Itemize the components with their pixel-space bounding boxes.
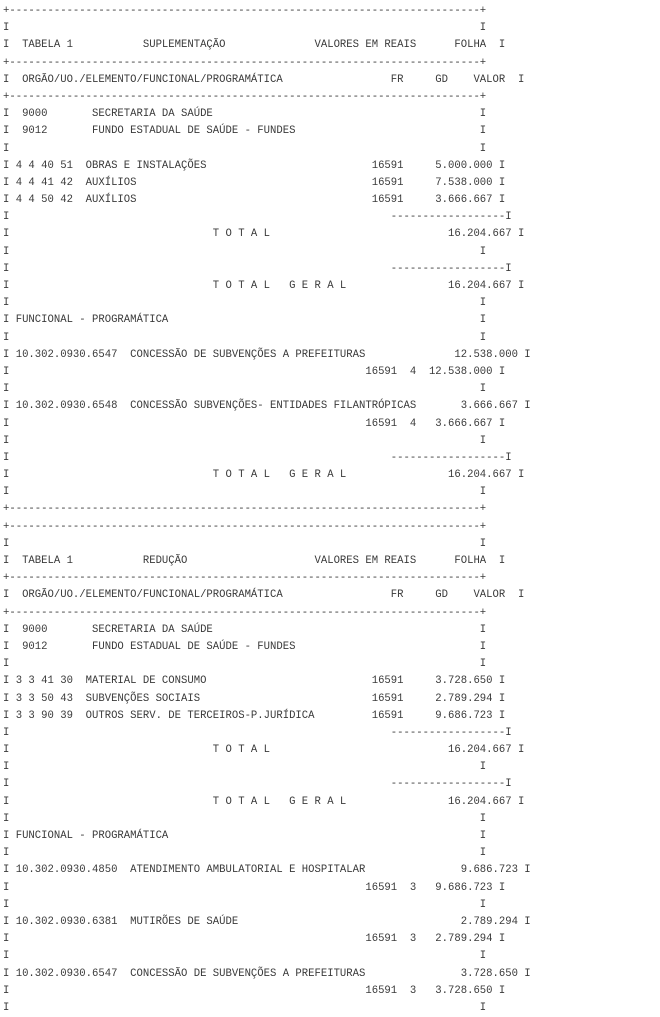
report-line: I 3 3 90 39 OUTROS SERV. DE TERCEIROS-P.JURÍDICA 16591 9.686.723 I	[3, 709, 506, 722]
report-line: I ORGÃO/UO./ELEMENTO/FUNCIONAL/PROGRAMÁTICA FR GD VALOR I	[3, 73, 525, 86]
report-line: I 4 4 50 42 AUXÍLIOS 16591 3.666.667 I	[3, 194, 506, 207]
report-line: I FUNCIONAL - PROGRAMÁTICA I	[3, 314, 487, 327]
report-line: +--------------------------------------------------------------------------+	[3, 56, 487, 69]
report-line: I 4 4 40 51 OBRAS E INSTALAÇÕES 16591 5.000.000 I	[3, 159, 506, 172]
report-line: I I	[3, 331, 487, 344]
report-line: I T O T A L G E R A L 16.204.667 I	[3, 795, 525, 808]
report-line: I I	[3, 658, 487, 671]
report-line: +--------------------------------------------------------------------------+	[3, 90, 487, 103]
report-line: I I	[3, 761, 487, 774]
report-line: I I	[3, 486, 487, 499]
report-line: I 10.302.0930.6547 CONCESSÃO DE SUBVENÇÕES A PREFEITURAS 12.538.000 I	[3, 348, 531, 361]
report-line: I 9012 FUNDO ESTADUAL DE SAÚDE - FUNDES I	[3, 640, 487, 653]
report-line: I ------------------I	[3, 778, 512, 791]
report-line: I FUNCIONAL - PROGRAMÁTICA I	[3, 830, 487, 842]
report-line: I 16591 3 9.686.723 I	[3, 881, 506, 894]
report-line: I TABELA 1 REDUÇÃO VALORES EM REAIS FOLHA I	[3, 555, 506, 567]
report-line: I I	[3, 812, 487, 825]
report-line: I I	[3, 383, 487, 396]
report-line: I 16591 3 3.728.650 I	[3, 984, 506, 997]
report-line: +--------------------------------------------------------------------------+	[3, 606, 487, 619]
report-line: I I	[3, 847, 487, 860]
report-line: I TABELA 1 SUPLEMENTAÇÃO VALORES EM REAIS FOLHA I	[3, 39, 506, 52]
report-line: I 10.302.0930.6381 MUTIRÕES DE SAÚDE 2.789.294 I	[3, 915, 531, 928]
report-line: I T O T A L G E R A L 16.204.667 I	[3, 280, 525, 292]
report-line: I ------------------I	[3, 726, 512, 739]
report-line: I I	[3, 297, 487, 310]
report-line: +--------------------------------------------------------------------------+	[3, 5, 487, 17]
report-line: I I	[3, 434, 487, 447]
report-line: I 16591 4 12.538.000 I	[3, 365, 506, 378]
report-line: +--------------------------------------------------------------------------+	[3, 572, 487, 585]
report-line: +--------------------------------------------------------------------------+	[3, 520, 487, 533]
report-line: I 9000 SECRETARIA DA SAÚDE I	[3, 623, 487, 636]
report-line: I 3 3 41 30 MATERIAL DE CONSUMO 16591 3.728.650 I	[3, 675, 506, 688]
report-line: I I	[3, 537, 487, 550]
report-line: I 10.302.0930.6547 CONCESSÃO DE SUBVENÇÕES A PREFEITURAS 3.728.650 I	[3, 967, 531, 980]
report-line: I 9000 SECRETARIA DA SAÚDE I	[3, 108, 487, 121]
report-line: I I	[3, 245, 487, 258]
report-line: I 9012 FUNDO ESTADUAL DE SAÚDE - FUNDES I	[3, 125, 487, 138]
report-line: I ------------------I	[3, 211, 512, 224]
report-line: I T O T A L 16.204.667 I	[3, 228, 525, 241]
report-line: I T O T A L 16.204.667 I	[3, 744, 525, 757]
report-line: I ORGÃO/UO./ELEMENTO/FUNCIONAL/PROGRAMÁTICA FR GD VALOR I	[3, 589, 525, 602]
report-line: I 16591 4 3.666.667 I	[3, 417, 506, 430]
report-line: I I	[3, 1001, 487, 1014]
report-line: +--------------------------------------------------------------------------+	[3, 503, 487, 516]
report-line: I ------------------I	[3, 451, 512, 464]
report-line: I T O T A L G E R A L 16.204.667 I	[3, 469, 525, 482]
report-line: I 10.302.0930.4850 ATENDIMENTO AMBULATORIAL E HOSPITALAR 9.686.723 I	[3, 864, 531, 877]
report-line: I ------------------I	[3, 262, 512, 275]
report-line: I I	[3, 950, 487, 963]
report-line: I 10.302.0930.6548 CONCESSÃO SUBVENÇÕES- ENTIDADES FILANTRÓPICAS 3.666.667 I	[3, 400, 531, 413]
report-line: I 4 4 41 42 AUXÍLIOS 16591 7.538.000 I	[3, 176, 506, 189]
report-line: I I	[3, 898, 487, 911]
report-line: I I	[3, 22, 487, 35]
report-line: I I	[3, 142, 487, 155]
report-line: I 16591 3 2.789.294 I	[3, 933, 506, 946]
report-line: I 3 3 50 43 SUBVENÇÕES SOCIAIS 16591 2.789.294 I	[3, 692, 506, 705]
